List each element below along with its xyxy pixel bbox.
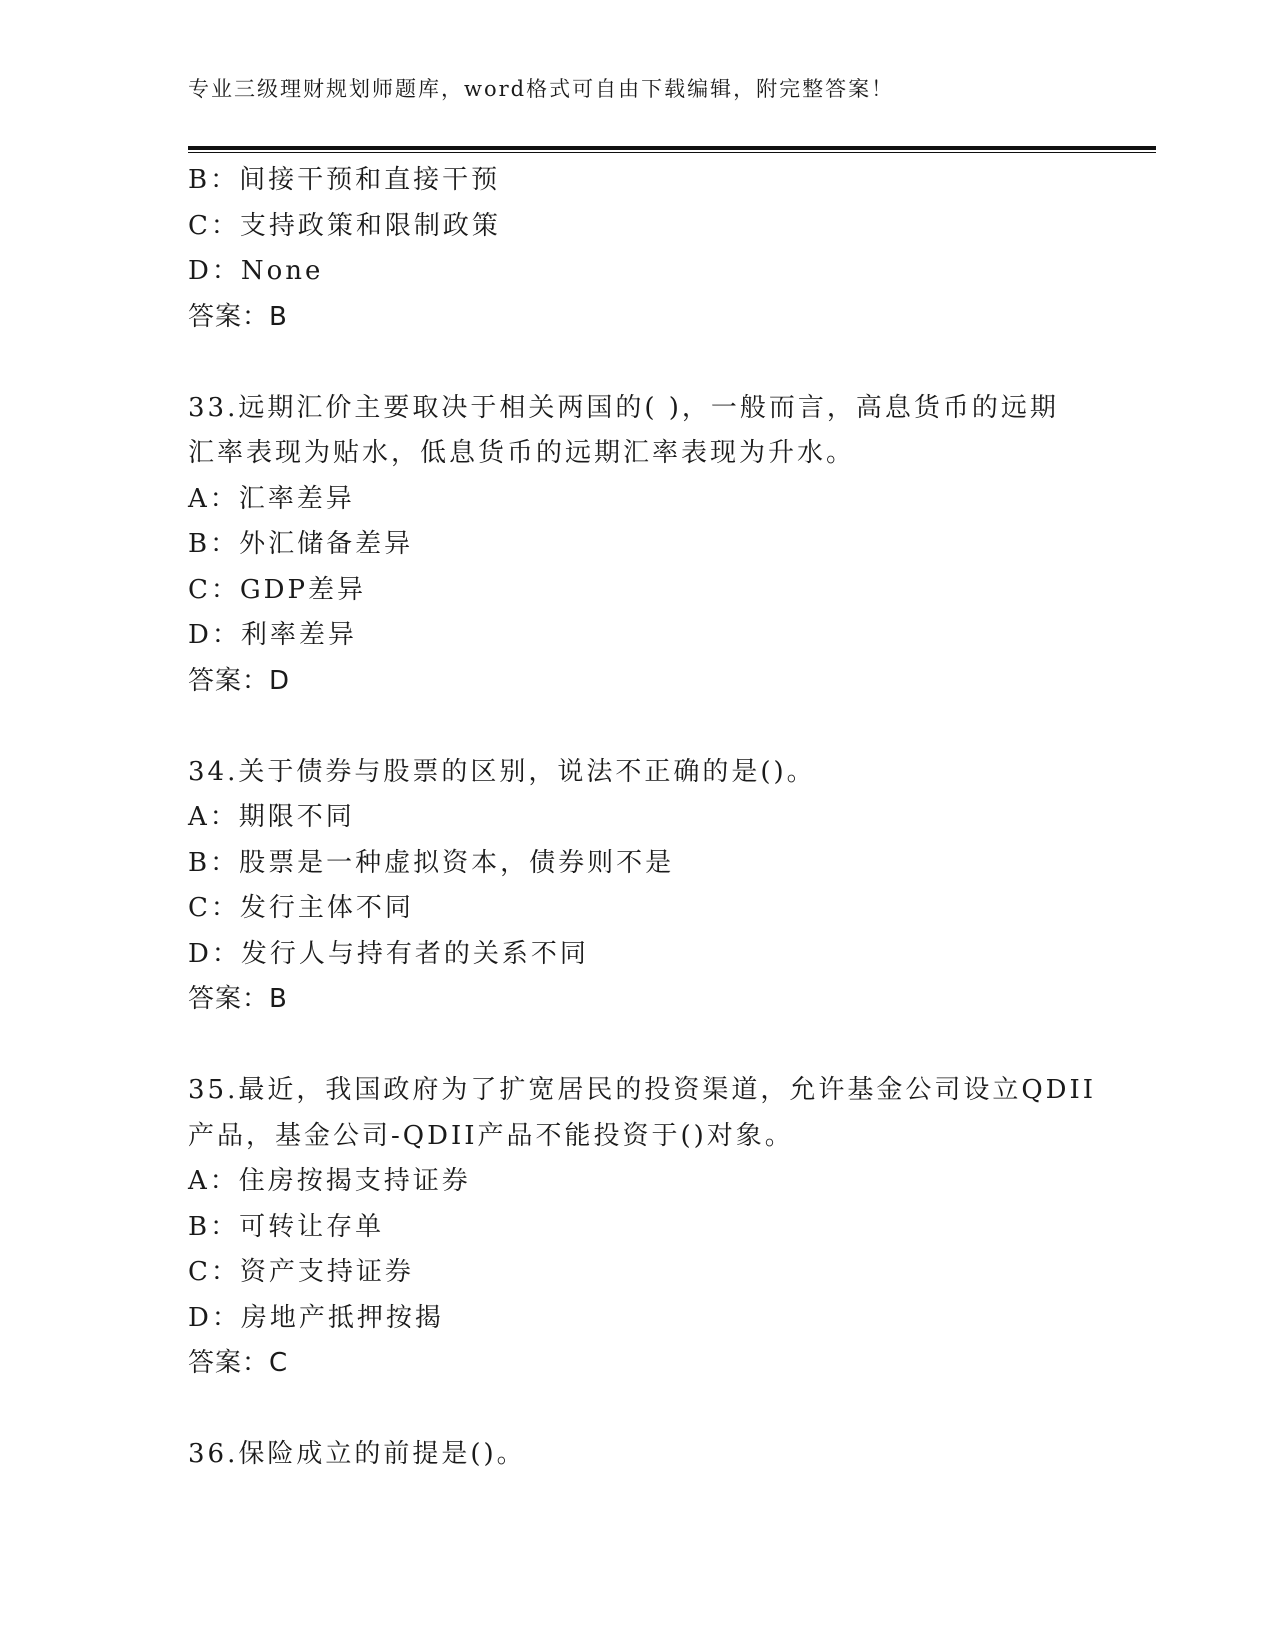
option-c: C：资产支持证券 [188,1257,414,1287]
option-d: D：None [188,256,324,286]
header-rule-thin [188,152,1156,153]
option-c: C：发行主体不同 [188,893,414,923]
option-b: B：外汇储备差异 [188,529,414,559]
question-stem: 产品，基金公司-QDII产品不能投资于()对象。 [188,1120,794,1151]
option-a: A：汇率差异 [188,483,355,514]
question-stem: 33.远期汇价主要取决于相关两国的( )，一般而言，高息货币的远期 [188,392,1059,423]
header-rule-thick [188,146,1156,150]
page-header: 专业三级理财规划师题库，word格式可自由下载编辑，附完整答案！ [188,77,895,101]
answer-line: 答案：B [188,984,288,1014]
prev-question-block [188,158,1088,340]
answer-line: 答案：C [188,1348,289,1378]
option-a: A：期限不同 [188,802,355,832]
option-d: D：利率差异 [188,620,357,650]
option-d: D：发行人与持有者的关系不同 [188,938,589,969]
question-stem: 35.最近，我国政府为了扩宽居民的投资渠道，允许基金公司设立QDII [188,1075,1097,1105]
spacer [188,340,1088,386]
answer-line: 答案：B [188,301,288,332]
option-c: C：GDP差异 [188,574,367,605]
question-33 [188,386,1088,705]
option-b: B：可转让存单 [188,1211,385,1242]
spacer [188,1387,1088,1433]
question-34 [188,750,1088,1023]
answer-line: 答案：D [188,665,291,696]
question-36 [188,1432,1088,1478]
option-a: A：住房按揭支持证券 [188,1166,471,1196]
option-c: C：支持政策和限制政策 [188,210,501,241]
option-b: B：股票是一种虚拟资本，债券则不是 [188,847,675,878]
question-stem: 36.保险成立的前提是()。 [188,1439,526,1469]
option-b: B：间接干预和直接干预 [188,165,501,195]
spacer [188,704,1088,750]
question-stem: 34.关于债券与股票的区别，说法不正确的是()。 [188,756,816,787]
question-stem: 汇率表现为贴水，低息货币的远期汇率表现为升水。 [188,438,856,468]
question-35 [188,1068,1097,1387]
spacer [188,1023,1088,1069]
document-body [188,158,1097,1478]
option-d: D：房地产抵押按揭 [188,1302,444,1333]
